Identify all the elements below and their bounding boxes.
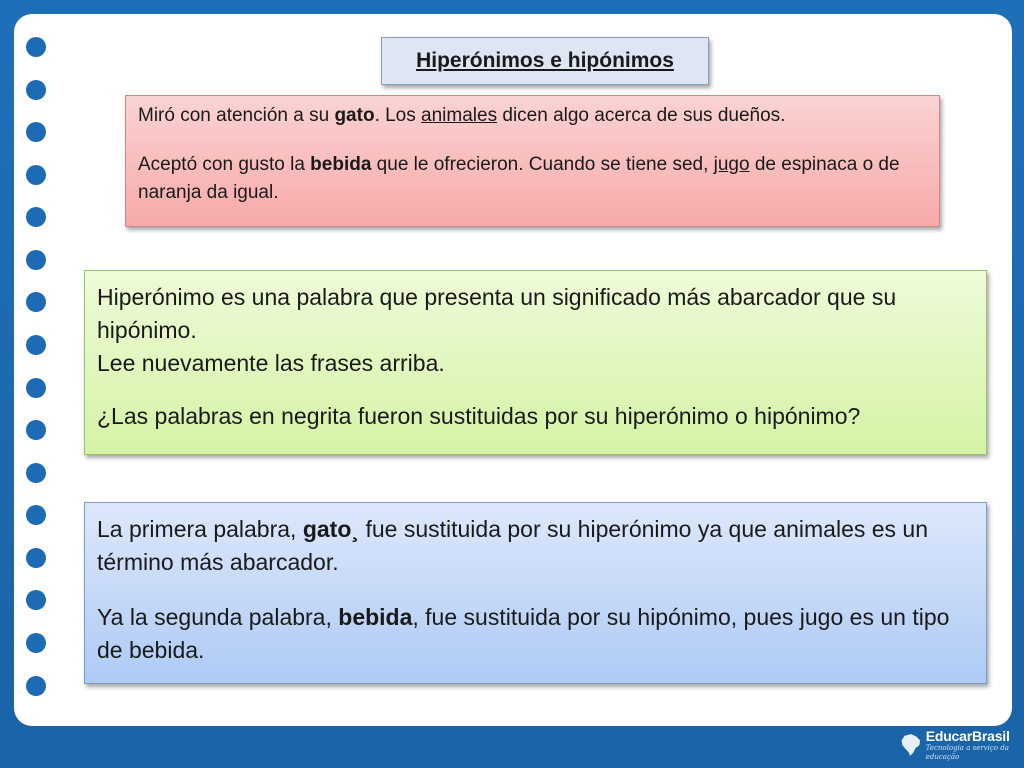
answer-paragraph-2 [97, 601, 974, 667]
ring [26, 292, 46, 312]
text-segment: Aceptó con gusto la [138, 154, 311, 175]
text-segment: La primera palabra, [97, 516, 303, 542]
bold-word-bebida: bebida [338, 604, 413, 630]
ring [26, 463, 46, 483]
question-text: ¿Las palabras en negrita fueron sustituidas por su hiperónimo o hipónimo? [97, 403, 861, 429]
text-segment: fue sustituida por su hiperónimo ya que animales es un término más abarcador. [97, 516, 929, 575]
text-segment: . Los [374, 105, 422, 126]
page-title: Hiperónimos e hipónimos [416, 49, 674, 72]
text-segment: dicen algo acerca de sus dueños. [497, 105, 786, 126]
ring [26, 548, 46, 568]
ring [26, 250, 46, 270]
ring [26, 80, 46, 100]
instruction-text: Lee nuevamente las frases arriba. [97, 350, 445, 376]
ring [26, 335, 46, 355]
text-segment: de espinaca o de naranja da igual. [138, 154, 900, 203]
logo-tagline: Tecnologia a serviço da educação [925, 743, 1009, 761]
definition-text: Hiperónimo es una palabra que presenta un significado más abarcador que su hipónimo. [97, 284, 897, 343]
text-segment: Ya la segunda palabra, [97, 604, 339, 630]
notebook-rings [0, 0, 70, 768]
text-segment: que le ofrecieron. Cuando se tiene sed, [371, 154, 714, 175]
ring [26, 122, 46, 142]
underlined-word-animales: animales [421, 105, 498, 126]
text-segment: Miró con atención a su [138, 105, 335, 126]
ring [26, 165, 46, 185]
brazil-map-icon [900, 730, 922, 760]
ring [26, 676, 46, 696]
bold-word-gato: gato¸ [302, 516, 360, 542]
bold-word-bebida: bebida [310, 154, 372, 175]
ring [26, 420, 46, 440]
underlined-word-jugo: jugo [713, 154, 750, 175]
examples-box [125, 95, 940, 227]
answer-box [84, 502, 987, 684]
title-box [381, 37, 709, 85]
bold-word-gato: gato [334, 105, 375, 126]
ring [26, 378, 46, 398]
ring [26, 37, 46, 57]
ring [26, 633, 46, 653]
text-segment: , fue sustituida por su hipónimo, pues jugo es un tipo de bebida. [97, 604, 950, 663]
ring [26, 207, 46, 227]
ring [26, 590, 46, 610]
example-sentence-2 [138, 151, 927, 207]
answer-paragraph-1 [97, 513, 974, 579]
educarbrasil-logo [900, 728, 1018, 762]
example-sentence-1 [138, 102, 927, 130]
definition-box [84, 270, 987, 455]
ring [26, 505, 46, 525]
logo-name: EducarBrasil [925, 727, 1010, 744]
